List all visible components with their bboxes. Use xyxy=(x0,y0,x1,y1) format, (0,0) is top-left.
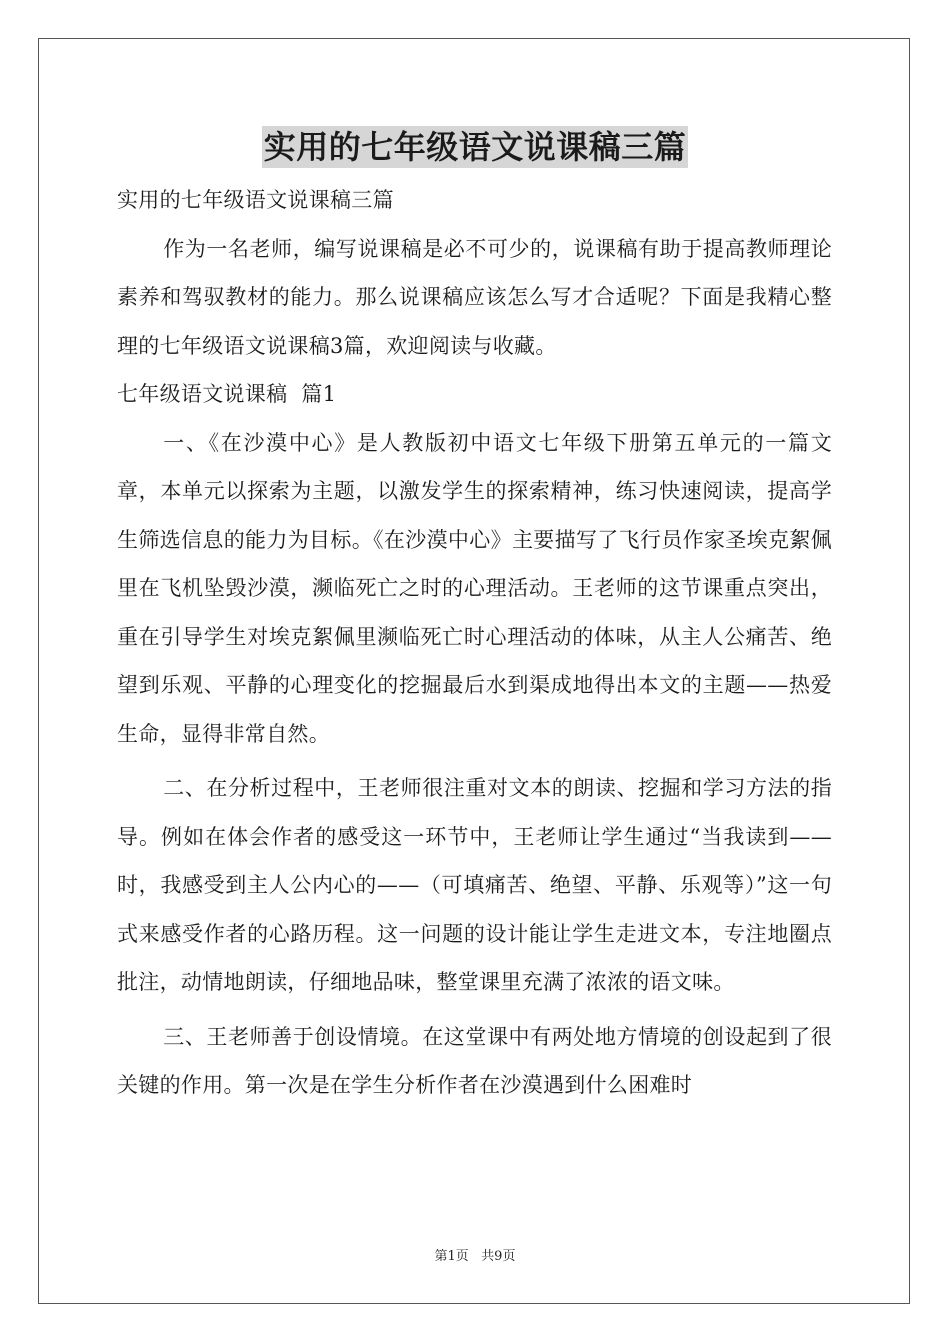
document-subtitle: 实用的七年级语文说课稿三篇 xyxy=(117,188,394,212)
section-heading: 七年级语文说课稿 篇1 xyxy=(117,382,337,406)
document-body xyxy=(117,176,832,1110)
body-paragraph-3: 三、王老师善于创设情境。在这堂课中有两处地方情境的创设起到了很关键的作用。第一次是在学生分析作者在沙漠遇到什么困难时 xyxy=(117,1024,832,1097)
body-paragraph-2: 二、在分析过程中，王老师很注重对文本的朗读、挖掘和学习方法的指导。例如在体会作者的感受这一环节中，王老师让学生通过“当我读到——时，我感受到主人公内心的——（可填痛苦、绝望、平静、乐观等）”这一句式来感受作者的心路历程。这一问题的设计能让学生走进文本，专注地圈点批注，动情地朗读，仔细地品味，整堂课里充满了浓浓的语文味。 xyxy=(117,776,832,994)
title-wrap xyxy=(0,126,950,168)
page-footer: 第1页 共9页 xyxy=(434,1249,516,1264)
intro-paragraph: 作为一名老师，编写说课稿是必不可少的，说课稿有助于提高教师理论素养和驾驭教材的能力。那么说课稿应该怎么写才合适呢？下面是我精心整理的七年级语文说课稿3篇，欢迎阅读与收藏。 xyxy=(117,236,832,358)
document-title: 实用的七年级语文说课稿三篇 xyxy=(263,128,687,166)
body-paragraph-1: 一、《在沙漠中心》是人教版初中语文七年级下册第五单元的一篇文章，本单元以探索为主题，以激发学生的探索精神，练习快速阅读，提高学生筛选信息的能力为目标。《在沙漠中心》主要描写了飞行员作家圣埃克絮佩里在飞机坠毁沙漠，濒临死亡之时的心理活动。王老师的这节课重点突出，重在引导学生对埃克絮佩里濒临死亡时心理活动的体味，从主人公痛苦、绝望到乐观、平静的心理变化的挖掘最后水到渠成地得出本文的主题——热爱生命，显得非常自然。 xyxy=(117,430,832,746)
